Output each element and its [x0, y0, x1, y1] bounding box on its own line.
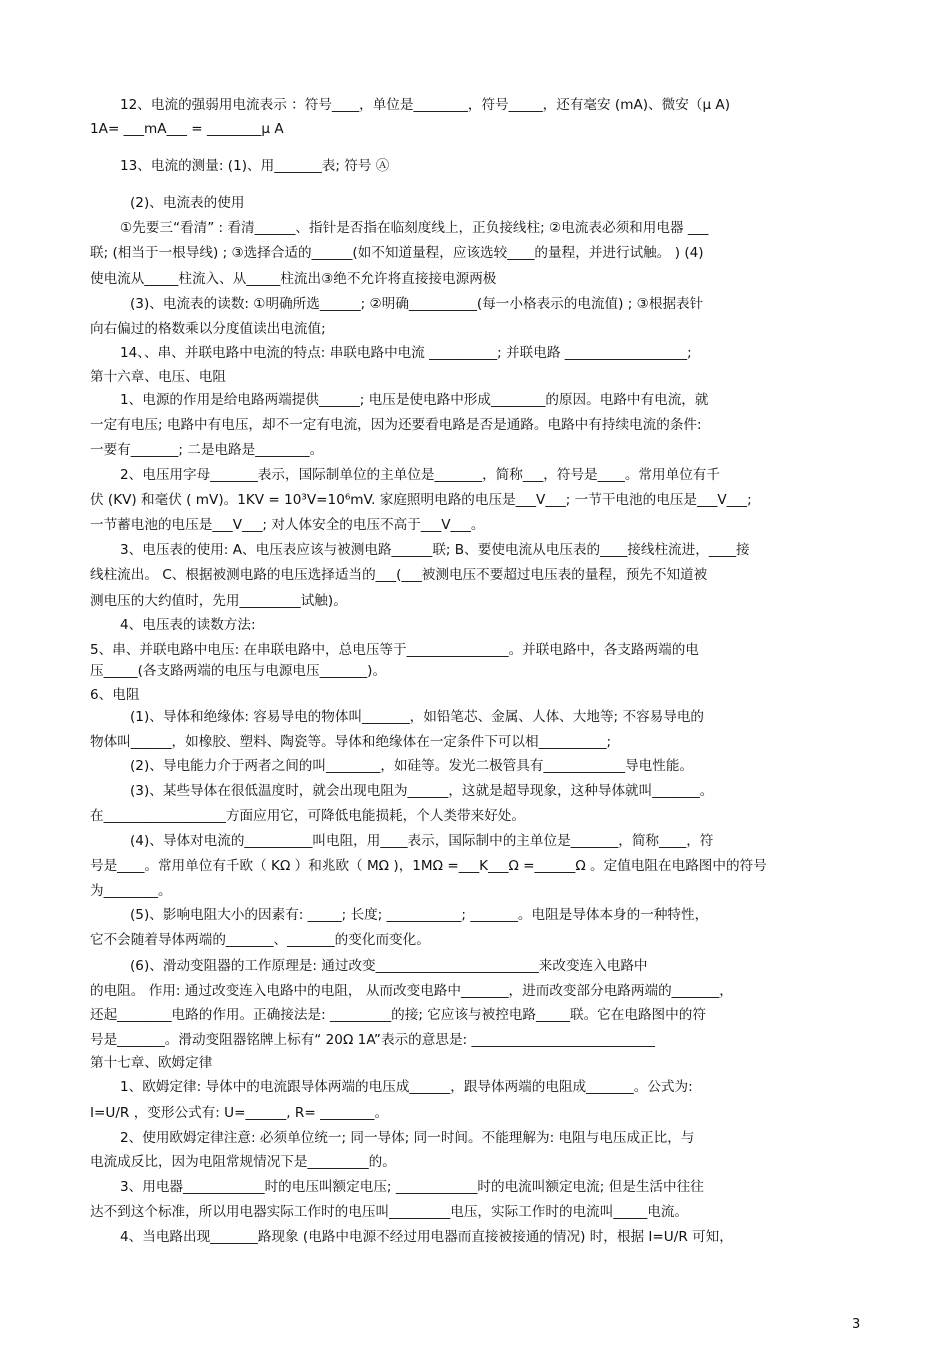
text-line: 号是_______。滑动变阻器铭牌上标有“ 20Ω 1A”表示的意思是: ___________________________ [90, 1032, 655, 1048]
text-line: 一要有_______; 二是电路是________。 [90, 442, 324, 458]
text-line: 联; (相当于一根导线) ; ③选择合适的______(如不知道量程，应该选较____的量程，并进行试触。 ) (4) [90, 245, 704, 261]
text-line: (3)、某些导体在很低温度时，就会出现电阻为______，这就是超导现象，这种导体就叫_______。 [130, 783, 714, 799]
text-line: 12、电流的强弱用电流表示 ：符号____，单位是________，符号_____，还有毫安 (mA)、微安（μ A) [120, 97, 731, 113]
text-line: 一定有电压; 电路中有电压，却不一定有电流，因为还要看电路是否是通路。电路中有持续电流的条件: [90, 417, 702, 433]
text-line: 一节蓄电池的电压是___V___; 对人体安全的电压不高于___V___。 [90, 517, 485, 533]
text-line: (3)、电流表的读数: ①明确所选______; ②明确__________(每一小格表示的电流值) ; ③根据表针 [130, 296, 704, 312]
text-line: 14、、串、并联电路中电流的特点: 串联电路中电流 __________; 并联电路 __________________; [120, 345, 692, 361]
text-line: 2、电压用字母_______表示，国际制单位的主单位是_______，简称___，符号是____。常用单位有千 [120, 467, 720, 483]
text-line: (1)、导体和绝缘体: 容易导电的物体叫_______，如铅笔芯、金属、人体、大地等; 不容易导电的 [130, 709, 705, 725]
text-line: 4、当电路出现_______路现象 (电路中电源不经过用电器而直接被接通的情况) 时，根据 I=U/R 可知， [120, 1229, 733, 1245]
text-line: 测电压的大约值时，先用_________试触)。 [90, 593, 347, 609]
text-line: 号是____。常用单位有千欧（ KΩ ）和兆欧（ MΩ )，1MΩ =___K___Ω =______Ω 。定值电阻在电路图中的符号 [90, 858, 767, 874]
text-line: 4、电压表的读数方法: [120, 617, 256, 633]
text-line: 向右偏过的格数乘以分度值读出电流值; [90, 321, 326, 337]
text-line: 1、欧姆定律: 导体中的电流跟导体两端的电压成______，跟导体两端的电阻成_______。公式为: [120, 1079, 693, 1095]
text-line: 1、电源的作用是给电路两端提供______; 电压是使电路中形成________的原因。电路中有电流，就 [120, 392, 709, 408]
text-line: 在__________________方面应用它，可降低电能损耗，个人类带来好处。 [90, 808, 525, 824]
text-line: 达不到这个标准，所以用电器实际工作时的电压叫_________电压，实际工作时的电流叫_____电流。 [90, 1204, 689, 1220]
text-line: 物体叫______，如橡胶、塑料、陶瓷等。导体和绝缘体在一定条件下可以相__________; [90, 734, 612, 750]
text-line: 使电流从_____柱流入、从_____柱流出③绝不允许将直接接电源两极 [90, 271, 497, 287]
text-line: (5)、影响电阻大小的因素有: _____; 长度; ___________; _______。电阻是导体本身的一种特性， [130, 907, 709, 923]
text-line: 3、用电器____________时的电压叫额定电压; ____________时的电流叫额定电流; 但是生活中往往 [120, 1179, 704, 1195]
text-line: I=U/R ，变形公式有: U=______, R= ________。 [90, 1105, 389, 1121]
page-number: 3 [852, 1317, 861, 1332]
text-line: 电流成反比，因为电阻常规情况下是_________的。 [90, 1154, 396, 1170]
text-line: 2、使用欧姆定律注意: 必须单位统一; 同一导体; 同一时间。不能理解为: 电阻与电压成正比，与 [120, 1130, 695, 1146]
text-line: (4)、导体对电流的__________叫电阻，用____表示，国际制中的主单位是_______，简称____，符 [130, 833, 714, 849]
text-line: 1A= ___mA___ = ________μ A [90, 121, 284, 137]
text-line: 压_____(各支路两端的电压与电源电压_______)。 [90, 663, 387, 679]
text-line: 的电阻。 作用: 通过改变连入电路中的电阻， 从而改变电路中_______，进而改变部分电路两端的_______， [90, 983, 733, 999]
chapter-heading: 第十七章、欧姆定律 [90, 1055, 213, 1071]
text-line: 还起________电路的作用。正确接法是: _________的接; 它应该与被控电路_____联。它在电路图中的符 [90, 1007, 706, 1023]
text-line: (2)、电流表的使用 [130, 195, 245, 211]
text-line: 为________。 [90, 883, 172, 899]
section-heading: 6、电阻 [90, 687, 140, 703]
text-line: 伏 (KV) 和毫伏 ( mV)。1KV = 10³V=10⁶mV. 家庭照明电路的电压是___V___; 一节干电池的电压是___V___; [90, 492, 752, 508]
text-line: 线柱流出。 C、根据被测电路的电压选择适当的___(___被测电压不要超过电压表的量程，预先不知道被 [90, 567, 708, 583]
text-line: ①先要三“看清” : 看清______、指针是否指在临刻度线上，正负接线柱; ②电流表必须和用电器 ___ [120, 220, 709, 236]
text-line: 13、电流的测量: (1)、用_______表; 符号 Ⓐ [120, 158, 390, 174]
chapter-heading: 第十六章、电压、电阻 [90, 369, 226, 385]
text-line: 5、串、并联电路中电压: 在串联电路中，总电压等于_______________。并联电路中，各支路两端的电 [90, 642, 699, 658]
text-line: 3、电压表的使用: A、电压表应该与被测电路______联; B、要使电流从电压表的____接线柱流进，____接 [120, 542, 750, 558]
text-line: (6)、滑动变阻器的工作原理是: 通过改变________________________来改变连入电路中 [130, 958, 648, 974]
text-line: (2)、导电能力介于两者之间的叫________，如硅等。发光二极管具有____________导电性能。 [130, 758, 694, 774]
text-line: 它不会随着导体两端的_______、_______的变化而变化。 [90, 932, 430, 948]
